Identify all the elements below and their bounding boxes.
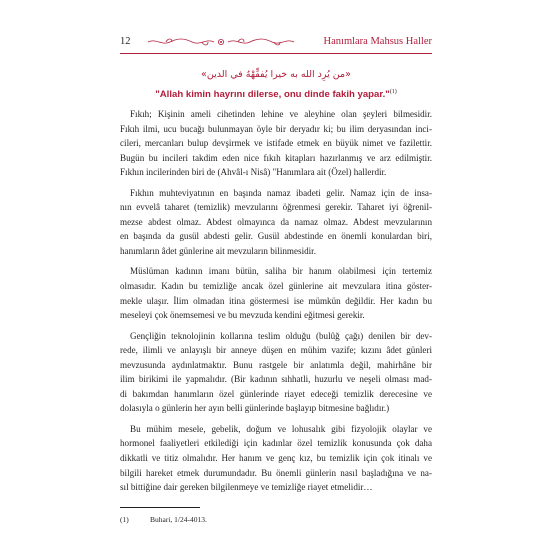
running-title: Hanımlara Mahsus Haller [323,36,432,47]
text-line: rede, ilimli ve anlayışlı bir anneye düşen en mühim vazife; kızını âdet günleri [120,345,432,356]
text-line: Müslüman kadının imanı bütün, saliha bir hanım olabilmesi için tertemiz [130,266,432,277]
paragraph [120,107,432,180]
hadith-translation-text: "Allah kimin hayrını dilerse, onu dinde fakih yapar." [155,89,390,101]
paragraph [120,422,432,495]
text-line: meseleyi çok önemsemesi ve bu mevzuda kendini eğitmesi gerekir. [120,310,365,321]
text-line: hormonel faaliyetleri etkilediği için kadınlar özel temizlik konusunda çok daha [120,438,432,449]
text-line: dikkatli ve titiz olmalıdır. Her hanım ve genç kız, bu temizlik için çok itinalı ve [120,453,432,464]
paragraph [120,186,432,259]
hadith-footnote-marker: (1) [389,89,397,95]
text-line: dolasıyla o günlerin her ayın belli günlerinde başlayıp bitmesine bağlıdır.) [120,403,390,414]
text-line: Fıkhın incilerinden biri de (Ahvâl-ı Nisâ) "Hanımlara ait (Özel) hallerdir. [120,167,387,178]
text-line: mezse abdest olmaz. Abdest olmayınca da namaz olmaz. Abdest mevzularının [120,216,432,227]
page-number: 12 [120,36,131,47]
text-line: ilim birikimi ile yapmalıdır. (Bir kadının sıhhatli, huzurlu ve neşeli olması mad- [120,374,432,385]
header-rule [120,53,432,54]
body-text [120,107,432,501]
text-line: en başında da gusül abdesti gelir. Gusül abdestinde en önemli konulardan biri, [120,231,432,242]
text-line: sıl bittiğine dair gereken bilgilenmeye ve temizliğe riayet etmelidir… [120,482,373,493]
footnote-text: Buhari, 1/24-4013. [150,515,207,524]
text-line: Gençliğin teknolojinin kollarına teslim olduğu (bulûğ çağı) denilen bir dev- [130,330,432,341]
text-line: Bu mühim mesele, gebelik, doğum ve lohusalık gibi fizyolojik olaylar ve [130,423,432,434]
hadith-translation [120,89,432,100]
text-line: Fıkhın muhteviyatının en başında namaz ibadeti gelir. Namaz için de insa- [130,187,432,198]
text-line: di bakımdan hanımların özel günlerinde riayet edeceği temizlik derecesine ve [120,388,432,399]
page-header [120,36,432,52]
paragraph [120,329,432,416]
arabic-hadith: «من يُرِد الله به خيرا يُفقِّهْهُ في الدين» [201,69,351,80]
text-line: olmasıdır. Kadın bu temizliğe ancak özel günlerine ait mevzulara itina göster- [120,281,432,292]
footnote-marker: (1) [120,515,129,524]
footnote [120,515,432,524]
footnote-rule [120,507,200,508]
text-line: Fıkıh ilmi, ucu bucağı bulunmayan öyle bir deryadır ki; bu ilim deryasından inci- [120,123,432,134]
text-line: mekle ulaşır. İlim olmadan itina göstermesi ise mümkün değildir. Her kadın bu [120,295,432,306]
text-line: bilgili hareket etmek durumundadır. Bu önemli günlerin nasıl başladığına ve na- [120,467,432,478]
text-line: hanımların âdet günlerine ait mevzuların bilinmesidir. [120,245,316,256]
text-line: cileri, mercanları bulup devşirmek ve istifade etmek en büyük nimet ve fazilettir. [120,138,432,149]
paragraph [120,264,432,322]
text-line: nın evvelâ taharet (temizlik) mevzularını öğrenmesi gerekir. Taharet iyi öğrenil- [120,202,432,213]
text-line: Bugün bu incileri takdim eden nice fıkıh kitapları hazırlanmış ve arz edilmiştir. [120,152,432,163]
text-line: Fıkıh; Kişinin ameli cihetinden lehine ve aleyhine olan şeyleri bilmesidir. [130,109,432,119]
text-line: mevzusunda aydınlatmaktır. Bunu rastgele bir anlatımla değil, mahirhâne bir [120,359,432,370]
floral-ornament-icon [146,36,296,48]
